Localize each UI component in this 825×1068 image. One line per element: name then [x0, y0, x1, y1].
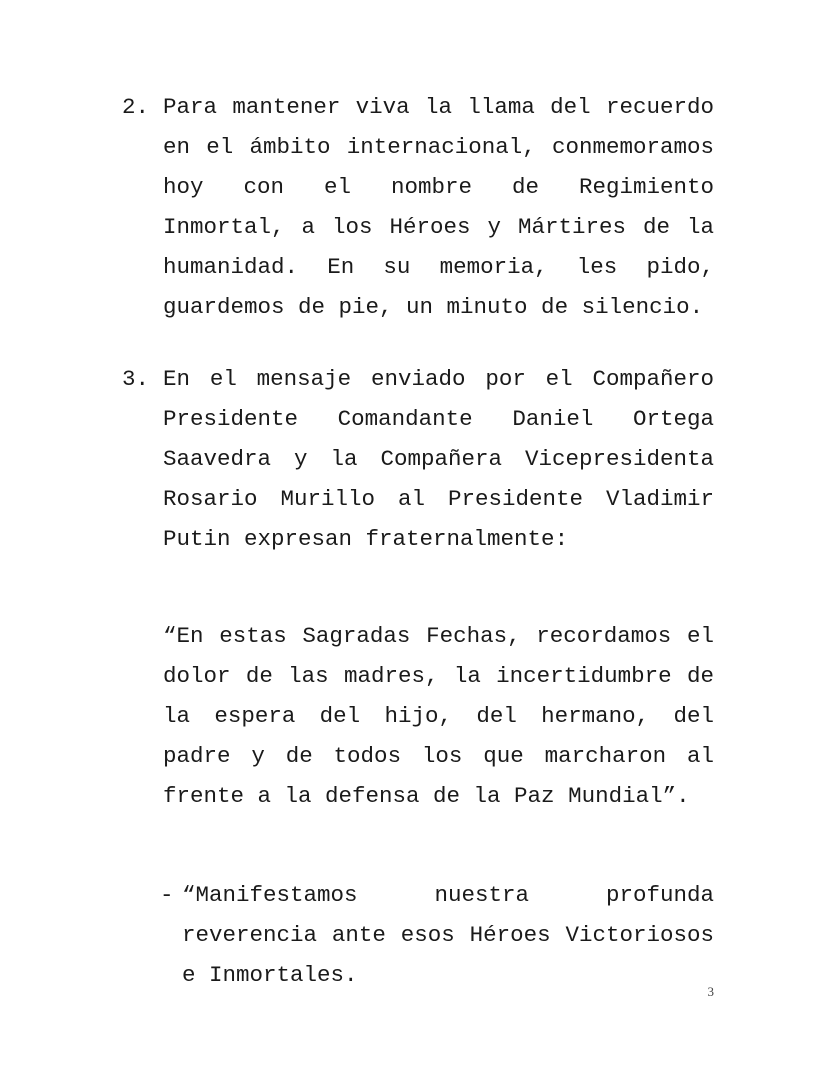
paragraph-number: 2.	[122, 94, 150, 120]
dash-paragraph	[160, 875, 714, 995]
paragraph-text: Para mantener viva la llama del recuerdo en el ámbito internacional, conmemoramos hoy con el nombre de Regimiento Inmortal, a los Héroes y Mártires de la humanidad. En su memoria, les pido, guardemos de pie, un minuto de silencio.	[163, 94, 714, 320]
paragraph-text: “Manifestamos nuestra profunda reverencia ante esos Héroes Victoriosos e Inmortales.	[182, 882, 714, 988]
dash-marker: -	[160, 882, 174, 908]
paragraph-number: 3.	[122, 366, 150, 392]
paragraph-text: En el mensaje enviado por el Compañero Presidente Comandante Daniel Ortega Saavedra y la Compañera Vicepresidenta Rosario Murillo al Presidente Vladimir Putin expresan fraternalmente:	[163, 366, 714, 552]
numbered-paragraph-2	[122, 87, 714, 327]
quoted-message: “En estas Sagradas Fechas, recordamos el dolor de las madres, la incertidumbre de la espera del hijo, del hermano, del padre y de todos los que marcharon al frente a la defensa de la Paz Mundial”.	[163, 623, 714, 809]
numbered-paragraph-3	[122, 359, 714, 559]
page-number: 3	[707, 984, 714, 999]
